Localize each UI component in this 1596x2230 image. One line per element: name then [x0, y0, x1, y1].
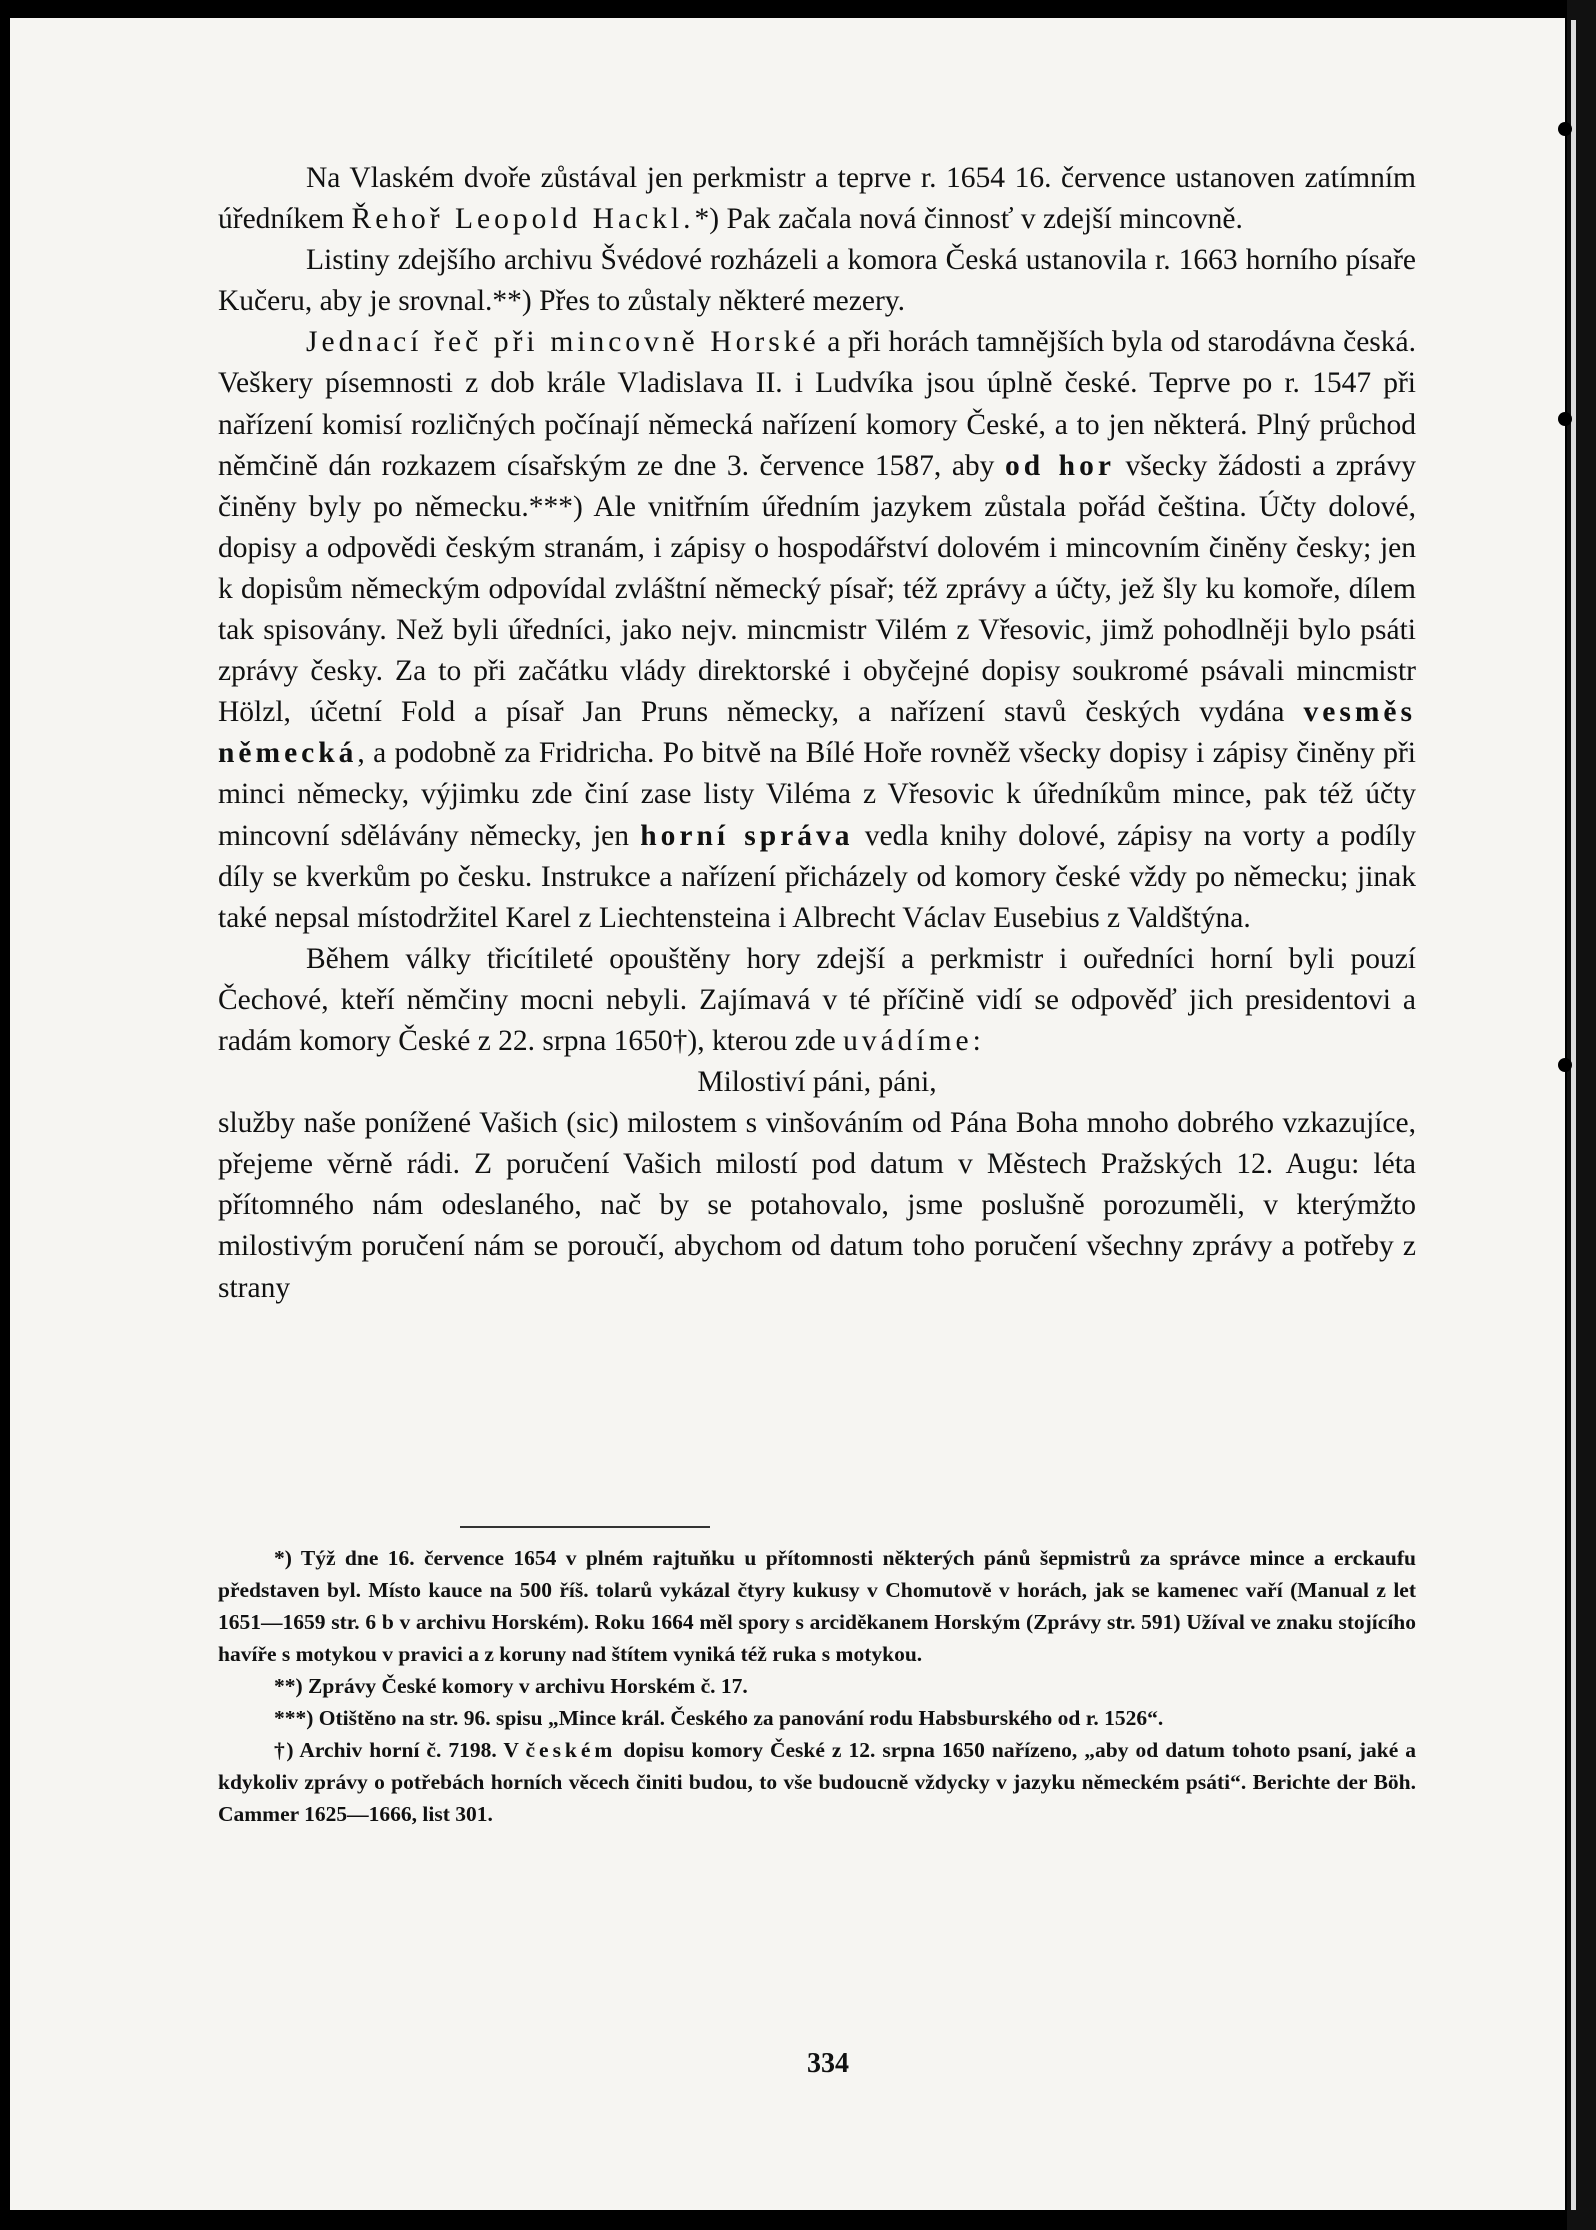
facing-page-edge — [1567, 0, 1596, 2230]
paragraph-1-name: Řehoř Leopold Hackl. — [351, 203, 695, 236]
footnote-4-text: †) Archiv horní č. 7198. V — [274, 1738, 526, 1762]
paragraph-3-text-4: vedla knihy dolové, zápisy na vorty a podíly díly se kverkům po česku. Instrukce a nařízení přicházely od komory české vždy po německu; jinak také nepsal místodržitel Karel z Liechtensteina i Albrecht Václav Eusebius z Valdštýna. — [218, 819, 1416, 934]
paragraph-3 — [218, 322, 1416, 938]
footnote-4 — [218, 1734, 1416, 1830]
paragraph-2: Listiny zdejšího archivu Švédové rozházeli a komora Česká ustanovila r. 1663 horního písaře Kučeru, aby je srovnal.**) Přes to zůstaly některé mezery. — [218, 244, 1416, 318]
edge-mark — [1558, 1058, 1572, 1072]
edge-mark — [1558, 122, 1572, 136]
body-text — [218, 158, 1416, 1309]
paragraph-4-emphasis: uvádíme: — [843, 1024, 985, 1057]
letter-text: služby naše ponížené Vašich (sic) milostem s vinšováním od Pána Boha mnoho dobrého vzkazujíce, přejeme věrně rádi. Z poručení Vašich milostí pod datum v Městech Pražských 12. Augu: léta přítomného nám odeslaného, nač by se potahovalo, jsme poslušně porozuměli, v kterýmžto milostivým poručení nám se poroučí, abychom od datum toho poručení všechny zprávy a potřeby z strany — [218, 1107, 1416, 1304]
footnote-2: **) Zprávy České komory v archivu Horském č. 17. — [274, 1674, 748, 1698]
paragraph-3-emphasis-1: Jednací řeč při mincovně Horské — [306, 326, 820, 359]
paragraph-3-emphasis-4: horní správa — [640, 819, 854, 852]
footnote-1: *) Týž dne 16. července 1654 v plném rajtuňku u přítomnosti některých pánů šepmistrů za správce mince a erckaufu představen byl. Místo kauce na 500 říš. tolarů vykázal čtyry kukusy v Chomutově v horách, jak se kamenec vaří (Manual z let 1651—1659 str. 6 b v archivu Horském). Roku 1664 měl spory s arciděkanem Horským (Zprávy str. 591) Užíval ve znaku stojícího havíře s motykou v pravici a z koruny nad štítem vyniká též ruka s motykou. — [218, 1546, 1416, 1666]
salutation: Milostiví páni, páni, — [697, 1066, 937, 1099]
paragraph-4-text: Během války třicítileté opouštěny hory zdejší a perkmistr i ouředníci horní byli pouzí Čechové, kteří němčiny mocni nebyli. Zajímavá v té příčině vidí se odpověď jich presidentovi a radám komory České z 22. srpna 1650†), kterou zde — [218, 942, 1416, 1057]
paragraph-1-text: Na Vlaském dvoře zůstával jen perkmistr a teprve r. 1654 16. července ustanoven zatímním úředníkem — [218, 162, 1416, 236]
paragraph-3-text-2: všecky žádosti a zprávy činěny byly po německu.***) Ale vnitřním úředním jazykem zůstala pořád čeština. Účty dolové, dopisy a odpovědi českým stranám, i zápisy o hospodářství dolovém i mincovním činěny česky; jen k dopisům německým odpovídal zvláštní německý písař; též zprávy a účty, jež šly ku komoře, dílem tak spisovány. Než byli úředníci, jako nejv. mincmistr Vilém z Vřesovic, jimž pohodlněji bylo psáti zprávy česky. Za to při začátku vlády direktorské i obyčejné dopisy soukromé psávali mincmistr Hölzl, účetní Fold a písař Jan Pruns německy, a nařízení stavů českých vydána — [218, 449, 1416, 729]
footnote-3: ***) Otištěno na str. 96. spisu „Mince král. Českého za panování rodu Habsburského od r. 1526“. — [274, 1706, 1164, 1730]
footnote-4-emphasis: českém — [525, 1738, 617, 1762]
footnote-rule — [460, 1526, 710, 1528]
footnote-4-text-end: dopisu komory České z 12. srpna 1650 nařízeno, „aby od datum tohoto psaní, jaké a kdykoliv zprávy o potřebách horních věcech činiti budou, to vše budoucně vždycky v jazyku německém psáti“. Berichte der Böh. Cammer 1625—1666, list 301. — [218, 1738, 1417, 1826]
footnotes — [218, 1542, 1416, 1830]
paragraph-4 — [218, 939, 1416, 1062]
paragraph-1 — [218, 158, 1416, 240]
paragraph-3-text-1: a při horách tamnějších byla od starodávna česká. Veškery písemnosti z dob krále Vladislava II. i Ludvíka jsou úplně české. Teprve po r. 1547 při nařízení komisí rozličných počínají německá nařízení komory České, a to jen některá. Plný průchod němčině dán rozkazem císařským ze dne 3. července 1587, aby — [218, 326, 1416, 482]
edge-mark — [1558, 412, 1572, 426]
paragraph-1-text-end: *) Pak začala nová činnosť v zdejší mincovně. — [694, 203, 1243, 236]
paragraph-3-emphasis-2: od hor — [1004, 449, 1115, 482]
facing-page-strip — [1571, 20, 1576, 2210]
paragraph-3-emphasis-3: vesměs německá — [218, 696, 1416, 770]
paragraph-3-text-3: , a podobně za Fridricha. Po bitvě na Bílé Hoře rovněž všecky dopisy i zápisy činěny při minci německy, výjimku zde činí zase listy Viléma z Vřesovic k úředníkům mince, pak též účty mincovní sdělávány německy, jen — [218, 737, 1416, 852]
page-number: 334 — [807, 2048, 849, 2079]
